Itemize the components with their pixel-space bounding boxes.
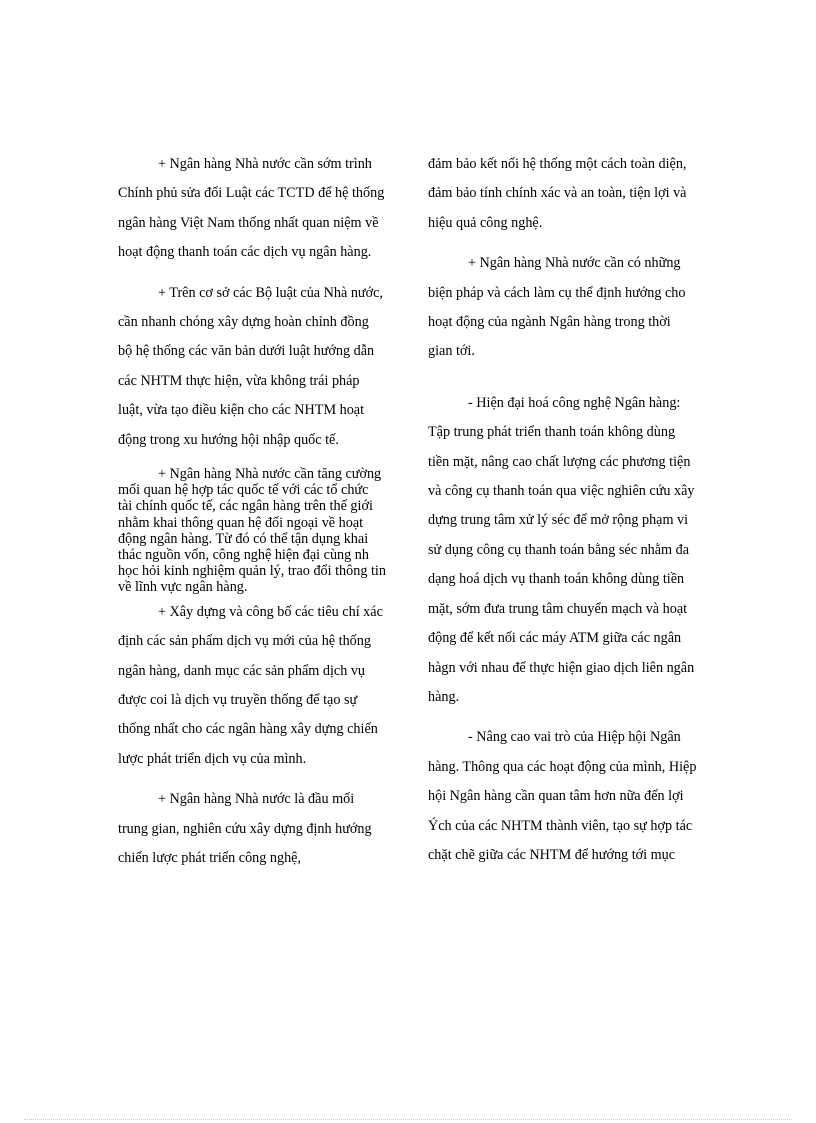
paragraph: - Hiện đại hoá công nghệ Ngân hàng: Tập trung phát triển thanh toán không dùng tiền mặt, nâng cao chất lượng các phương tiện và công cụ thanh toán qua việc nghiên cứu xây dựng trung tâm xử lý séc để mở rộng phạm vi sử dụng công cụ thanh toán bằng séc nhằm đa dạng hoá dịch vụ thanh toán không dùng tiền mặt, sớm đưa trung tâm chuyển mạch và hoạt động để kết nối các máy ATM giữa các ngân hàgn với nhau để thực hiện giao dịch liên ngân hàng. bbox=[428, 394, 695, 705]
page-bottom-rule bbox=[24, 1119, 792, 1120]
paragraph: + Trên cơ sở các Bộ luật của Nhà nước, cần nhanh chóng xây dựng hoàn chỉnh đồng bộ hệ thống các văn bản dưới luật hướng dẫn các NHTM thực hiện, vừa không trái pháp luật, vừa tạo điều kiện cho các NHTM hoạt động trong xu hướng hội nhập quốc tế. bbox=[118, 284, 383, 448]
paragraph: đảm bảo kết nối hệ thống một cách toàn diện, đảm bảo tính chính xác và an toàn, tiện lợi và hiệu quả công nghệ. bbox=[428, 156, 687, 231]
paragraph: + Ngân hàng Nhà nước cần tăng cường mối quan hệ hợp tác quốc tế với các tổ chức tài chính quốc tế, các ngân hàng trên thế giới nhằm khai thông quan hệ đối ngoại về hoạt động ngân hàng. Từ đó có thể tận dụng khai thác nguồn vốn, công nghệ hiện đại cùng nh học hỏi kinh nghiệm quản lý, trao đổi thông tin về lĩnh vực ngân hàng. bbox=[118, 466, 386, 596]
right-column bbox=[428, 150, 698, 881]
paragraph: + Xây dựng và công bố các tiêu chí xác định các sản phẩm dịch vụ mới của hệ thống ngân hàng, danh mục các sản phẩm dịch vụ được coi là dịch vụ truyền thống để tạo sự thống nhất cho các ngân hàng xây dựng chiến lược phát triển dịch vụ của mình. bbox=[118, 603, 383, 767]
paragraph: + Ngân hàng Nhà nước cần sớm trình Chính phủ sửa đổi Luật các TCTD để hệ thống ngân hàng Việt Nam thống nhất quan niệm về hoạt động thanh toán các dịch vụ ngân hàng. bbox=[118, 156, 385, 261]
paragraph: + Ngân hàng Nhà nước cần có những biện pháp và cách làm cụ thể định hướng cho hoạt động của ngành Ngân hàng trong thời gian tới. bbox=[428, 255, 686, 360]
paragraph: - Nâng cao vai trò của Hiệp hội Ngân hàng. Thông qua các hoạt động của mình, Hiệp hội Ngân hàng cần quan tâm hơn nữa đến lợi Ých của các NHTM thành viên, tạo sự hợp tác chặt chẽ giữa các NHTM để hướng tới mục bbox=[428, 729, 697, 863]
left-column bbox=[118, 150, 386, 884]
paragraph: + Ngân hàng Nhà nước là đầu mối trung gian, nghiên cứu xây dựng định hướng chiến lược phát triển công nghệ, bbox=[118, 791, 372, 866]
